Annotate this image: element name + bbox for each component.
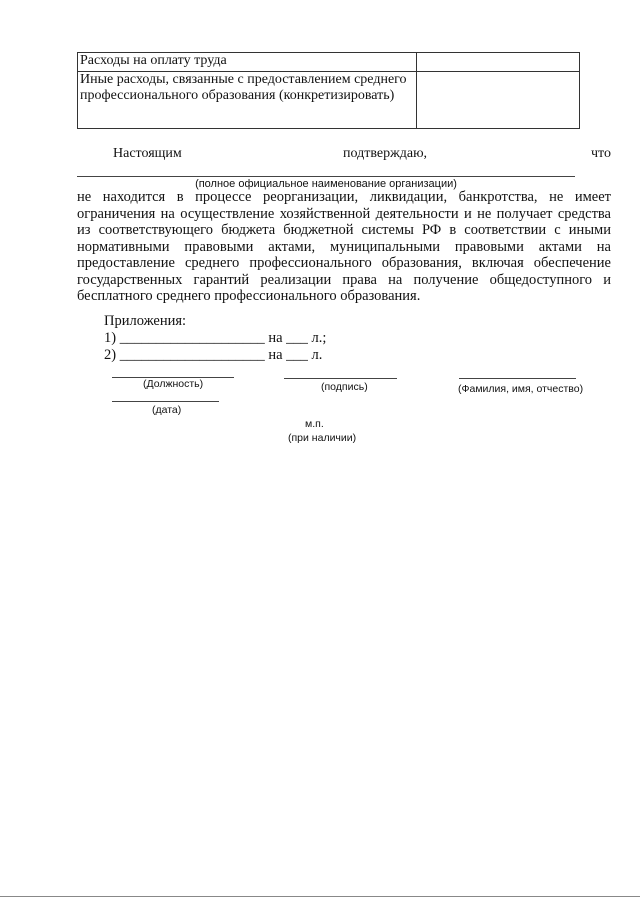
table-row <box>78 53 580 72</box>
full-name-line <box>459 378 576 379</box>
date-line <box>112 401 219 402</box>
stamp-note: (при наличии) <box>288 432 357 444</box>
table-cell-value <box>417 53 580 72</box>
attachment-item: 1) ____________________ на ___ л.; <box>104 330 327 346</box>
date-caption: (дата) <box>152 404 182 416</box>
expenses-table <box>77 52 580 129</box>
signature-line <box>284 378 397 379</box>
confirm-word-1: Настоящим <box>113 146 182 161</box>
confirmation-body-text: не находится в процессе реорганизации, ликвидации, банкротства, не имеет ограничения на осуществление хозяйственной деятельности и не получает средства из соответствующего бюджета бюджетной системы РФ в соответствии с иными нормативными правовыми актами, муниципальными правовыми актами на предоставление среднего профессионального образования, включая обеспечение государственных гарантий реализации права на получение общедоступного и бесплатного среднего профессионального образования. <box>77 189 611 304</box>
attachment-item: 2) ____________________ на ___ л. <box>104 347 323 363</box>
signature-caption: (подпись) <box>321 381 368 393</box>
table-cell-label: Расходы на оплату труда <box>78 53 417 72</box>
table-cell-label: Иные расходы, связанные с предоставлением среднего профессионального образования (конкретизировать) <box>78 72 417 129</box>
organization-caption: (полное официальное наименование организации) <box>195 178 457 190</box>
attachments-heading: Приложения: <box>104 313 187 329</box>
table-cell-value <box>417 72 580 129</box>
organization-name-line <box>77 176 575 177</box>
full-name-caption: (Фамилия, имя, отчество) <box>458 383 584 395</box>
position-caption: (Должность) <box>143 378 204 390</box>
table-row <box>78 72 580 129</box>
confirm-word-3: что <box>591 146 611 161</box>
page-bottom-edge <box>0 896 640 897</box>
stamp-label: м.п. <box>305 418 324 430</box>
confirm-word-2: подтверждаю, <box>343 146 428 161</box>
